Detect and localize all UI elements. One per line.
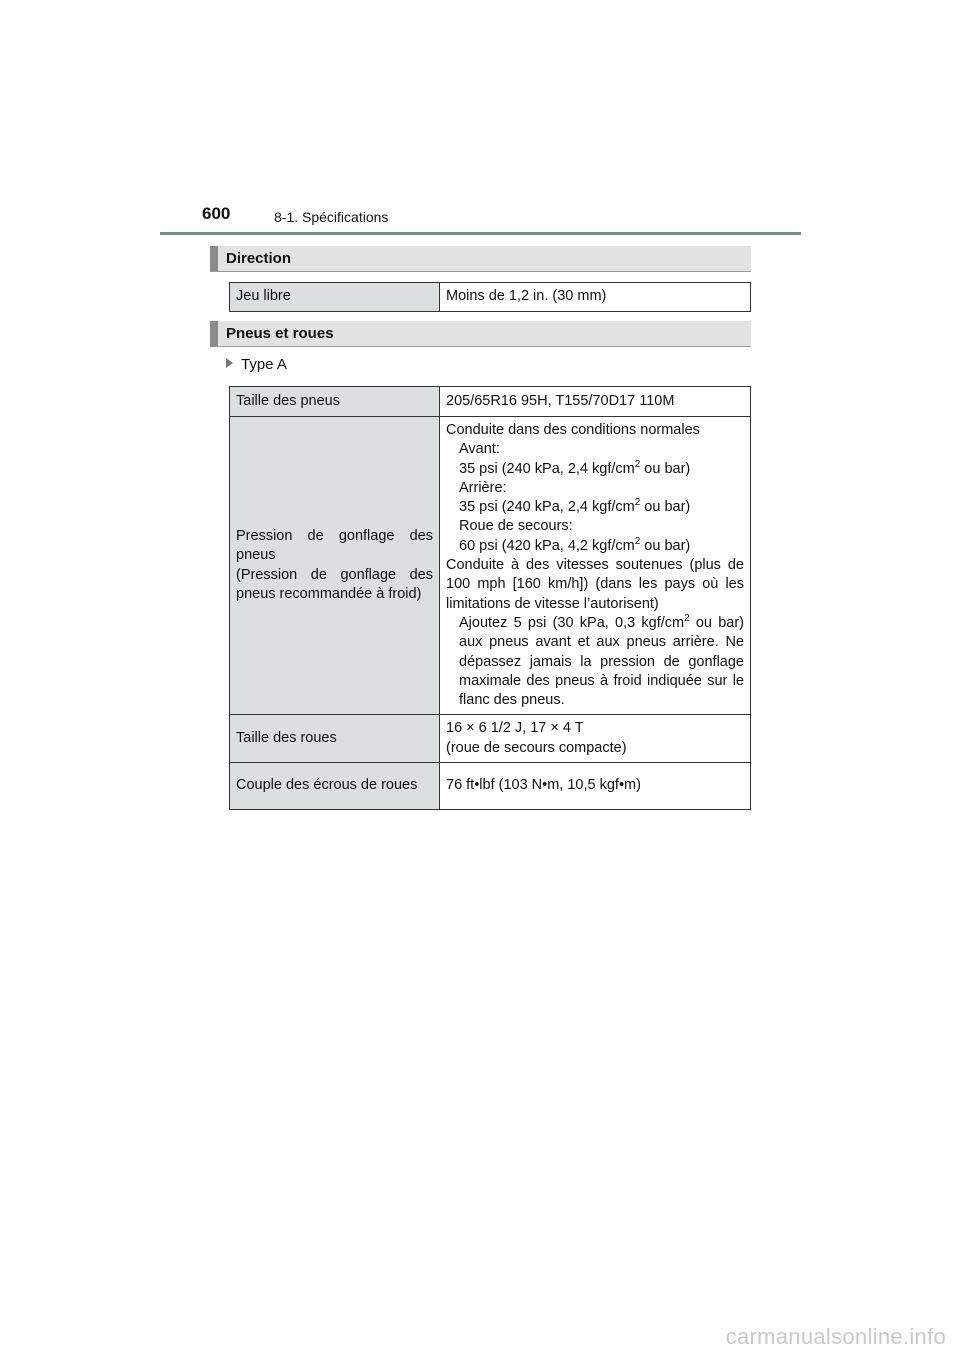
table-row	[230, 283, 751, 312]
torque-label: Couple des écrous de roues	[230, 763, 440, 810]
watermark: carmanualsonline.info	[725, 1324, 946, 1349]
direction-heading	[210, 246, 751, 272]
type-label-text: Type A	[241, 356, 287, 373]
rear-label: Arrière:	[459, 479, 507, 496]
direction-table	[229, 282, 751, 312]
tires-heading-text: Pneus et roues	[226, 325, 334, 342]
high-speed-heading: Conduite à des vitesses soutenues (plus de 100 mph [160 km/h]) (dans les pays où les limitations de vitesse l’autorisent)	[446, 557, 744, 612]
wheel-size-line1: 16 × 6 1/2 J, 17 × 4 T	[446, 720, 584, 737]
page-number: 600	[202, 204, 231, 223]
direction-heading-text: Direction	[226, 250, 292, 267]
type-label	[226, 356, 287, 373]
table-row	[230, 387, 751, 417]
free-play-label: Jeu libre	[230, 283, 440, 312]
table-row	[230, 763, 751, 810]
pressure-label-line1: Pression de gonflage des pneus	[236, 528, 433, 564]
normal-conditions-heading: Conduite dans des conditions normales	[446, 422, 700, 438]
table-row	[230, 417, 751, 715]
pressure-label	[230, 417, 440, 715]
rear-value: 35 psi (240 kPa, 2,4 kgf/$cm^2$ ou bar)	[459, 497, 691, 516]
pressure-label-line2: (Pression de gonflage des pneus recommandée à froid)	[236, 566, 433, 603]
spare-label: Roue de secours:	[459, 518, 573, 535]
front-value: 35 psi (240 kPa, 2,4 kgf/$cm^2$ ou bar)	[459, 458, 691, 477]
tires-table	[229, 386, 751, 810]
free-play-value: Moins de 1,2 in. (30 mm)	[440, 283, 751, 312]
section-title: 8-1. Spécifications	[274, 209, 389, 225]
torque-value: 76 ft•lbf (103 N•m, 10,5 kgf•m)	[440, 763, 751, 810]
tire-size-value: 205/65R16 95H, T155/70D17 110M	[440, 387, 751, 417]
spare-value: 60 psi (420 kPa, 4,2 kgf/$cm^2$ ou bar)	[459, 535, 691, 554]
pressure-value	[440, 417, 751, 715]
front-label: Avant:	[459, 441, 500, 458]
header-rule	[160, 232, 801, 235]
tires-heading	[210, 321, 751, 347]
high-speed-text: Ajoutez 5 psi (30 kPa, 0,3 kgf/$cm^2$ ou bar) aux pneus avant et aux pneus arrière. Ne dépassez jamais la pression de gonflage maximale des pneus à froid indiquée sur le flanc des pneus.	[459, 612, 744, 709]
wheel-size-label: Taille des roues	[230, 715, 440, 763]
wheel-size-value	[440, 715, 751, 763]
tire-size-label: Taille des pneus	[230, 387, 440, 417]
wheel-size-line2: (roue de secours compacte)	[446, 739, 627, 756]
arrow-right-icon	[226, 358, 233, 368]
table-row	[230, 715, 751, 763]
